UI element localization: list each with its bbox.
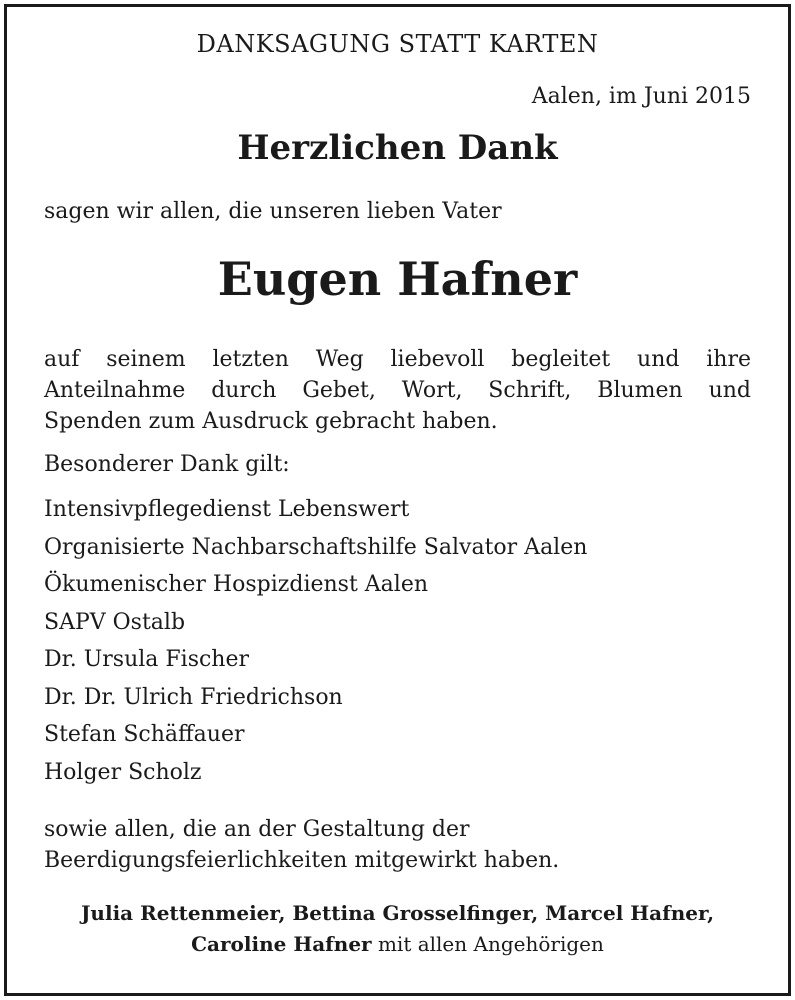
special-thanks-label: Besonderer Dank gilt:: [44, 452, 290, 477]
closing-text: [44, 814, 559, 876]
list-item: Ökumenischer Hospizdienst Aalen: [44, 572, 429, 597]
list-item: SAPV Ostalb: [44, 609, 186, 635]
list-item: Holger Scholz: [44, 759, 202, 785]
list-item: Stefan Schäffauer: [44, 722, 245, 747]
list-item: Intensivpflegedienst Lebenswert: [44, 497, 410, 522]
signature-name: Caroline Hafner: [191, 932, 372, 956]
paragraph-line: Anteilnahme durch Gebet, Wort, Schrift, Blumen und: [44, 378, 751, 403]
special-thanks-list: [44, 494, 587, 794]
closing-line: sowie allen, die an der Gestaltung der: [44, 817, 470, 842]
notice-header: DANKSAGUNG STATT KARTEN: [196, 30, 599, 58]
list-item: Dr. Dr. Ulrich Friedrichson: [44, 684, 343, 710]
date-line: Aalen, im Juni 2015: [531, 84, 751, 109]
signature: [0, 898, 795, 960]
list-item: Dr. Ursula Fischer: [44, 647, 250, 672]
paragraph-line: Spenden zum Ausdruck gebracht haben.: [44, 409, 498, 434]
signature-line-2: [0, 929, 795, 960]
deceased-name: Eugen Hafner: [217, 252, 578, 306]
signature-suffix: mit allen Angehörigen: [371, 932, 604, 956]
signature-line-1: Julia Rettenmeier, Bettina Grosselfinger, Marcel Hafner,: [80, 901, 715, 925]
paragraph-line: auf seinem letzten Weg liebevoll begleitet und ihre: [44, 347, 751, 372]
closing-line: Beerdigungsfeierlichkeiten mitgewirkt haben.: [44, 848, 560, 873]
thanks-paragraph: [44, 344, 751, 437]
intro-text: sagen wir allen, die unseren lieben Vater: [44, 199, 502, 224]
list-item: Organisierte Nachbarschaftshilfe Salvator Aalen: [44, 534, 588, 560]
heading: Herzlichen Dank: [237, 128, 558, 168]
